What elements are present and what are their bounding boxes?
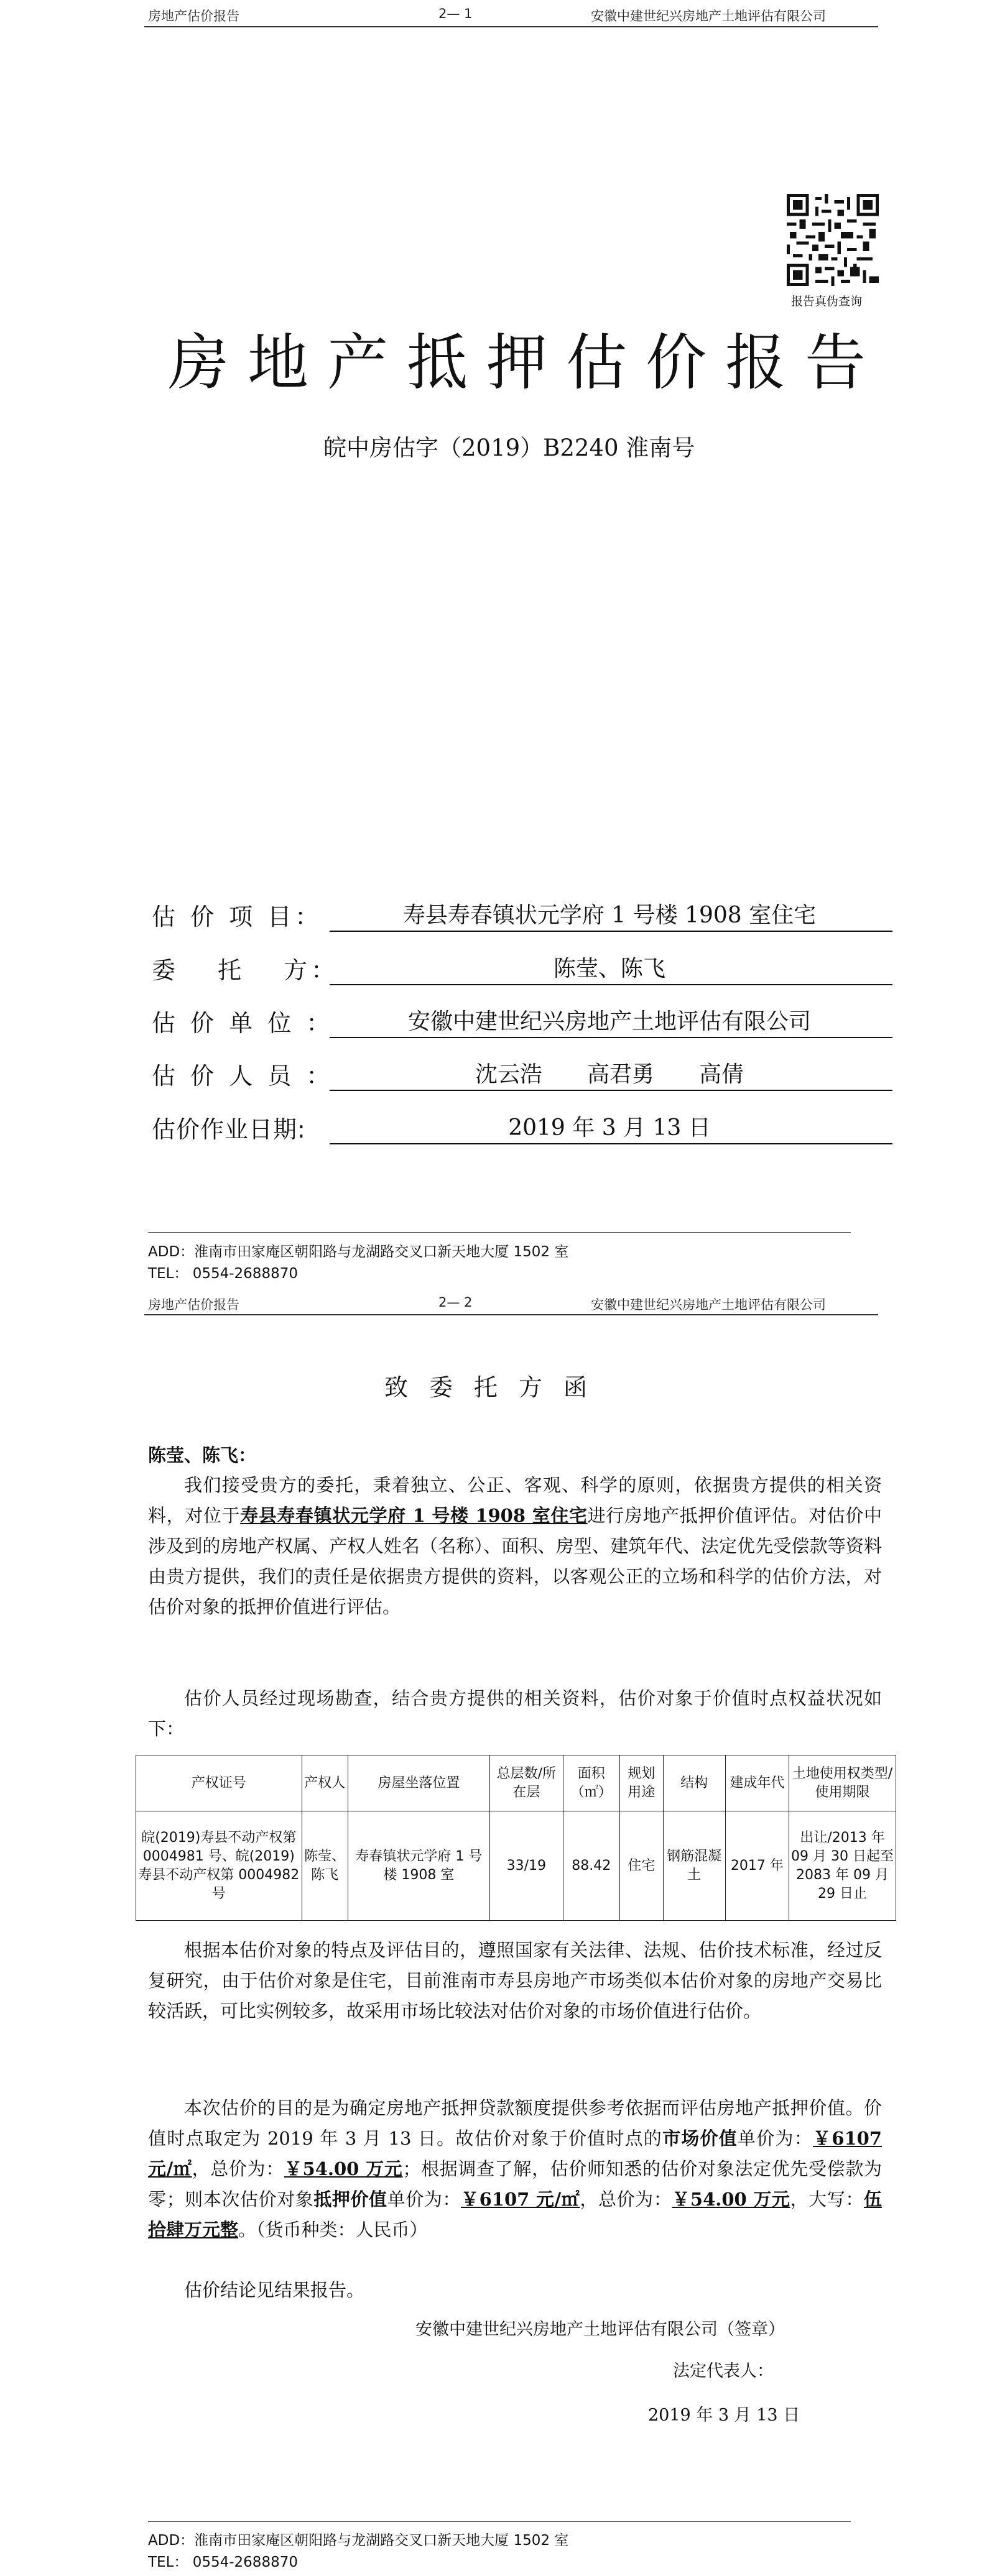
- header-rule: [144, 1314, 878, 1315]
- market-total-price: ￥54.00 万元: [284, 2158, 403, 2179]
- field-underline: [330, 1090, 892, 1091]
- table-header-cell: 产权人: [302, 1755, 348, 1811]
- field-label-date: 估价作业日期:: [152, 1116, 306, 1143]
- field-underline: [330, 984, 892, 985]
- header-right: 安徽中建世纪兴房地产土地评估有限公司: [591, 1297, 826, 1312]
- table-header-cell: 总层数/所在层: [490, 1755, 563, 1811]
- footer-address: ADD：淮南市田家庵区朝阳路与龙湖路交叉口新天地大厦 1502 室: [148, 1244, 569, 1260]
- field-label-appraisers: 估 价 人 员 ：: [152, 1062, 334, 1090]
- paragraph-4-text: 。（货币种类：人民币）: [238, 2219, 428, 2240]
- header-page-number: 2— 2: [438, 1295, 473, 1310]
- field-underline: [330, 931, 892, 932]
- qr-caption: 报告真伪查询: [791, 295, 863, 308]
- header-rule: [144, 26, 878, 27]
- table-cell: 皖(2019)寿县不动产权第 0004981 号、皖(2019)寿县不动产权第 0004982 号: [136, 1811, 302, 1921]
- table-header-cell: 面积（㎡）: [563, 1755, 619, 1811]
- footer-rule: [148, 2521, 851, 2522]
- field-value-client: 陈莹、陈飞: [553, 956, 665, 982]
- mortgage-value-label: 抵押价值: [313, 2189, 387, 2210]
- field-value-date: 2019 年 3 月 13 日: [508, 1115, 711, 1141]
- salutation: 陈莹、陈飞：: [148, 1445, 257, 1466]
- table-header-cell: 房屋坐落位置: [348, 1755, 490, 1811]
- paragraph-4-text: ，总价为：: [580, 2189, 672, 2210]
- table-cell: 出让/2013 年 09 月 30 日起至 2083 年 09 月 29 日止: [789, 1811, 896, 1921]
- paragraph-4-text: ，总价为：: [192, 2158, 284, 2179]
- paragraph-4-text: 单价为：: [387, 2189, 461, 2210]
- field-underline: [330, 1143, 892, 1144]
- footer-tel: TEL： 0554-2688870: [148, 1266, 298, 1282]
- market-unit-price: ￥6107 元/㎡: [148, 2128, 882, 2179]
- table-cell: 住宅: [619, 1811, 663, 1921]
- letter-title: 致委托方函: [384, 1374, 609, 1401]
- header-left: 房地产估价报告: [148, 9, 239, 24]
- mortgage-unit-price: ￥6107 元/㎡: [461, 2189, 580, 2210]
- field-underline: [330, 1037, 892, 1038]
- paragraph-2: 估价人员经过现场勘查，结合贵方提供的相关资料，估价对象于价值时点权益状况如下：: [148, 1688, 882, 1739]
- table-cell: 钢筋混凝土: [663, 1811, 725, 1921]
- table-row: [136, 1811, 896, 1921]
- signature-date: 2019 年 3 月 13 日: [648, 2406, 800, 2425]
- header-left: 房地产估价报告: [148, 1297, 239, 1312]
- table-header-cell: 规划用途: [619, 1755, 663, 1811]
- report-number: 皖中房估字（2019）B2240 淮南号: [323, 435, 695, 461]
- field-value-unit: 安徽中建世纪兴房地产土地评估有限公司: [407, 1009, 811, 1034]
- paragraph-4-text: 单价为：: [738, 2128, 813, 2149]
- table-header-row: [136, 1755, 896, 1811]
- legal-representative: 法定代表人：: [673, 2362, 774, 2381]
- amount-in-words: 伍拾肆万元整: [148, 2189, 882, 2240]
- field-label-client: 委 托 方：: [152, 957, 339, 984]
- report-title: 房地产抵押估价报告: [168, 328, 885, 398]
- property-address: 寿县寿春镇状元学府 1 号楼 1908 室住宅: [240, 1505, 588, 1526]
- paragraph-1: [148, 1470, 882, 1622]
- table-cell: 陈莹、陈飞: [302, 1811, 348, 1921]
- header-right: 安徽中建世纪兴房地产土地评估有限公司: [591, 9, 826, 24]
- market-value-label: 市场价值: [662, 2128, 738, 2149]
- header-page-number: 2— 1: [438, 6, 473, 21]
- paragraph-5: 估价结论见结果报告。: [184, 2279, 365, 2301]
- company-signature: 安徽中建世纪兴房地产土地评估有限公司（签章）: [415, 2320, 785, 2339]
- footer-rule: [148, 1232, 851, 1233]
- paragraph-4-text: ；根据调查了解，估价师知悉的估价对象法定优先受偿款为零；则本次估价对象: [148, 2158, 882, 2210]
- table-cell: 2017 年: [725, 1811, 789, 1921]
- mortgage-total-price: ￥54.00 万元: [672, 2189, 790, 2210]
- property-info-table: [136, 1755, 896, 1921]
- paragraph-3: 根据本估价对象的特点及评估目的，遵照国家有关法律、法规、估价技术标准，经过反复研究，由于估价对象是住宅，目前淮南市寿县房地产市场类似本估价对象的房地产交易比较活跃，可比实例较多，故采用市场比较法对估价对象的市场价值进行估价。: [148, 1939, 882, 2022]
- paragraph-1-text: 进行房地产抵押价值评估。对估价中涉及到的房地产权属、产权人姓名（名称）、面积、房型、建筑年代、法定优先受偿款等资料由贵方提供，我们的责任是依据贵方提供的资料，以客观公正的立场和科学的估价方法，对估价对象的抵押价值进行评估。: [148, 1505, 882, 1617]
- field-label-project: 估 价 项 目：: [152, 903, 323, 931]
- footer-tel: TEL： 0554-2688870: [148, 2554, 298, 2570]
- table-header-cell: 结构: [663, 1755, 725, 1811]
- paragraph-4: [148, 2093, 882, 2245]
- field-value-appraisers: 沈云浩 高君勇 高倩: [475, 1062, 744, 1087]
- paragraph-4-text: 本次估价的目的是为确定房地产抵押贷款额度提供参考依据而评估房地产抵押价值。价值时点取定为 2019 年 3 月 13 日。故估价对象于价值时点的: [148, 2097, 882, 2149]
- footer-address: ADD：淮南市田家庵区朝阳路与龙湖路交叉口新天地大厦 1502 室: [148, 2532, 569, 2549]
- table-header-cell: 土地使用权类型/使用期限: [789, 1755, 896, 1811]
- table-header-cell: 产权证号: [136, 1755, 302, 1811]
- table-cell: 33/19: [490, 1811, 563, 1921]
- paragraph-1-text: 我们接受贵方的委托，秉着独立、公正、客观、科学的原则，依据贵方提供的相关资料，对位于: [148, 1474, 882, 1526]
- table-cell: 88.42: [563, 1811, 619, 1921]
- field-value-project: 寿县寿春镇状元学府 1 号楼 1908 室住宅: [402, 903, 817, 928]
- qr-code-icon[interactable]: [787, 194, 879, 286]
- paragraph-4-text: ，大写：: [790, 2189, 864, 2210]
- field-label-unit: 估 价 单 位 ：: [152, 1010, 334, 1037]
- table-header-cell: 建成年代: [725, 1755, 789, 1811]
- table-cell: 寿春镇状元学府 1 号楼 1908 室: [348, 1811, 490, 1921]
